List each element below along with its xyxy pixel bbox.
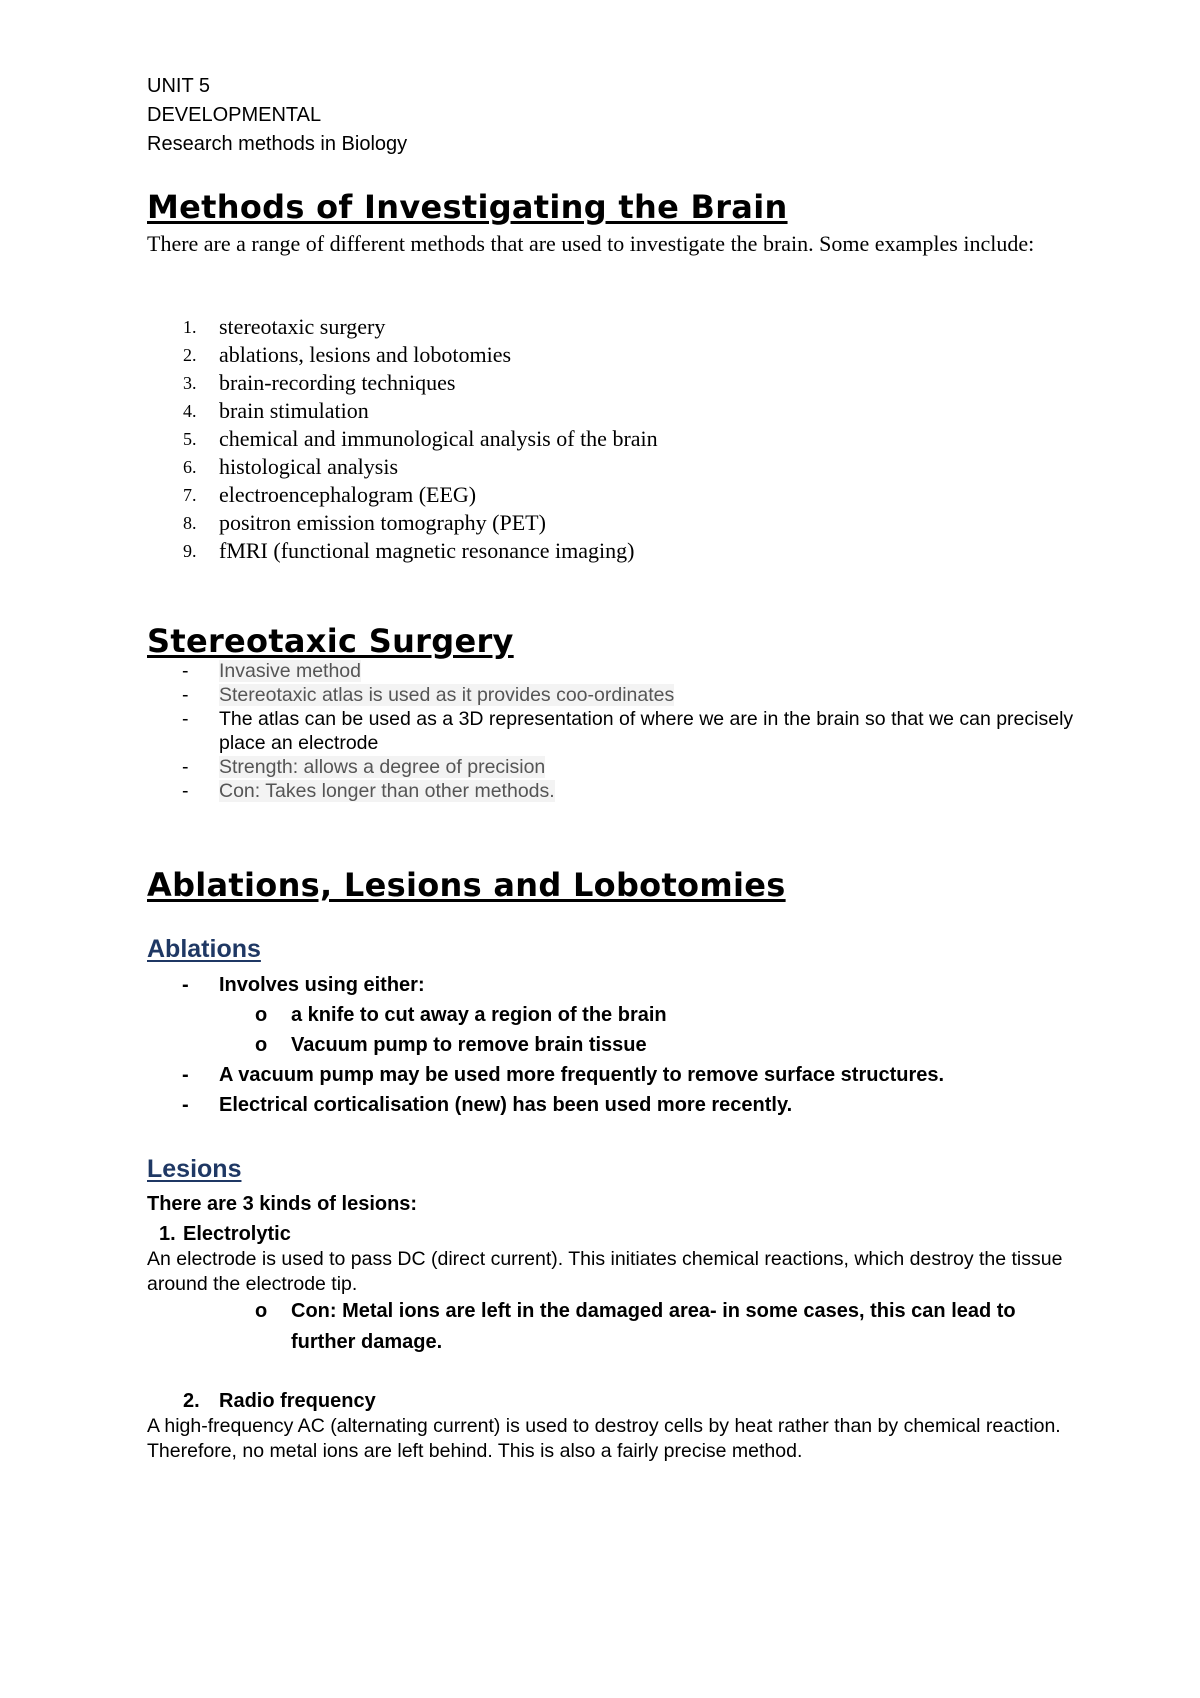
methods-intro: There are a range of different methods that are used to investigate the brain. Some examples include: — [147, 231, 1035, 256]
ablations-heading: Ablations — [147, 935, 261, 963]
ablations-subsection — [147, 935, 261, 964]
section-methods — [147, 188, 788, 226]
section-stereotaxic — [147, 622, 514, 660]
section-title-stereotaxic: Stereotaxic Surgery — [147, 622, 514, 660]
list-item: 6. histological analysis — [183, 454, 399, 479]
subtitle-label: Research methods in Biology — [147, 133, 408, 155]
list-item: 4. brain stimulation — [183, 398, 369, 423]
lesions-heading: Lesions — [147, 1155, 242, 1183]
list-item: 8. positron emission tomography (PET) — [183, 510, 546, 535]
list-item: - Invasive method — [182, 660, 361, 682]
list-item: 7. electroencephalogram (EEG) — [183, 482, 477, 507]
lesions-intro: There are 3 kinds of lesions: — [147, 1193, 418, 1215]
section-title-ablations-lesions: Ablations, Lesions and Lobotomies — [147, 866, 786, 904]
document-header — [147, 72, 407, 159]
list-item: 5. chemical and immunological analysis of the brain — [183, 426, 658, 451]
stereotaxic-list — [147, 659, 1079, 803]
sub-item: o a knife to cut away a region of the brain — [255, 1004, 667, 1026]
lesion-kind-desc: An electrode is used to pass DC (direct current). This initiates chemical reactions, which destroy the tissue around the electrode tip. — [147, 1248, 1063, 1295]
lesions-subsection — [147, 1155, 241, 1184]
list-item: 2. ablations, lesions and lobotomies — [183, 342, 512, 367]
ablations-content — [147, 970, 1087, 1120]
topic-label: DEVELOPMENTAL — [147, 104, 322, 126]
lesion-kind-title: 2. Radio frequency — [183, 1390, 376, 1412]
lesion-kind-desc: A high-frequency AC (alternating current) is used to destroy cells by heat rather than by chemical reaction. Therefore, no metal ions are left behind. This is also a fairly precise method. — [147, 1415, 1061, 1462]
list-item: - Strength: allows a degree of precision — [182, 756, 546, 778]
list-item: - The atlas can be used as a 3D representation of where we are in the brain so that we can precisely place an electrode — [182, 708, 1074, 754]
list-item: - Con: Takes longer than other methods. — [182, 780, 555, 802]
section-ablations-lesions — [147, 866, 786, 904]
list-item: - Electrical corticalisation (new) has been used more recently. — [182, 1094, 793, 1116]
list-item: - Involves using either: — [182, 974, 425, 996]
list-item: - A vacuum pump may be used more frequently to remove surface structures. — [182, 1064, 945, 1086]
list-item: 3. brain-recording techniques — [183, 370, 456, 395]
list-item: 1. stereotaxic surgery — [183, 314, 386, 339]
lesion-con: o Con: Metal ions are left in the damaged area- in some cases, this can lead to further damage. — [255, 1300, 1016, 1353]
section-title-methods: Methods of Investigating the Brain — [147, 188, 788, 226]
list-item: 9. fMRI (functional magnetic resonance imaging) — [183, 538, 635, 563]
lesion-kind-title: 1. Electrolytic — [159, 1223, 291, 1245]
list-item: - Stereotaxic atlas is used as it provides coo-ordinates — [182, 684, 675, 706]
sub-item: o Vacuum pump to remove brain tissue — [255, 1034, 647, 1056]
unit-label: UNIT 5 — [147, 75, 210, 97]
methods-list — [147, 313, 658, 565]
